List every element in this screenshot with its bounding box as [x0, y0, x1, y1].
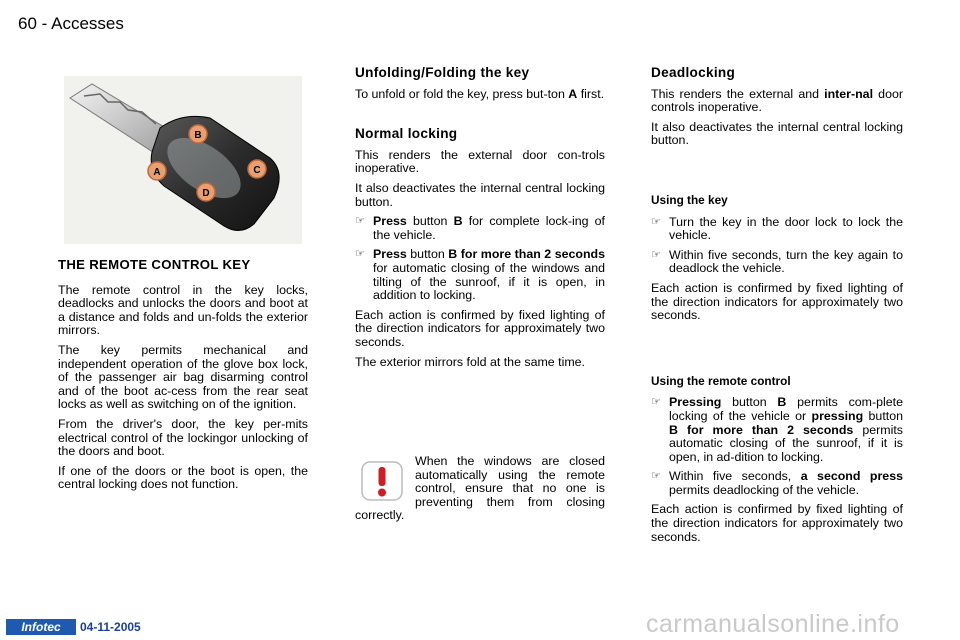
- pointing-hand-icon: ☞: [651, 215, 661, 228]
- normal-bullet-1: ☞ Press button B for complete lock-ing of the vehicle.: [355, 214, 605, 242]
- remote-paragraph: Each action is confirmed by fixed lighting of the direction indicators for approximately two seconds.: [651, 502, 903, 544]
- footer-date: 04-11-2005: [80, 620, 141, 634]
- remote-bullet-1: ☞ Pressing button B permits com-plete locking of the vehicle or pressing button B for more than 2 seconds permits automatic closing of the sunroof, if it is open, in ad-dition to locking.: [651, 395, 903, 464]
- normal-paragraph-1: This renders the external door con-trols inoperative.: [355, 147, 605, 176]
- normal-paragraph-4: The exterior mirrors fold at the same time.: [355, 354, 585, 369]
- pointing-hand-icon: ☞: [651, 470, 661, 483]
- key-paragraph: Each action is confirmed by fixed lighting of the direction indicators for approximately two seconds.: [651, 280, 903, 323]
- deadlocking-paragraph-2: It also deactivates the internal central locking button.: [651, 119, 903, 148]
- key-bullet-2: ☞ Within five seconds, turn the key again to deadlock the vehicle.: [651, 247, 903, 276]
- right-column: [651, 66, 903, 550]
- left-paragraph-4: If one of the doors or the boot is open, the central locking does not function.: [58, 463, 308, 492]
- remote-key-title: THE REMOTE CONTROL KEY: [58, 257, 251, 272]
- left-paragraph-2: The key permits mechanical and independent operation of the glove box lock, of the passenger air bag disarming control and of the boot ac-cess from the rear seat locks as well as switching on of the ignition.: [58, 342, 308, 412]
- normal-locking-title: Normal locking: [355, 126, 458, 142]
- infotec-logo: Infotec: [6, 619, 76, 635]
- pointing-hand-icon: ☞: [651, 396, 661, 409]
- middle-column: [355, 66, 605, 375]
- pointing-hand-icon: ☞: [355, 248, 365, 261]
- normal-paragraph-3: Each action is confirmed by fixed lighting of the direction indicators for approximately two seconds.: [355, 307, 605, 349]
- deadlocking-paragraph-1: This renders the external and inter-nal door controls inoperative.: [651, 86, 903, 115]
- page-header: [18, 14, 124, 34]
- using-key-title: Using the key: [651, 192, 728, 207]
- pointing-hand-icon: ☞: [651, 248, 661, 261]
- warning-note: [355, 455, 605, 523]
- watermark: carmanualsonline.info: [646, 610, 900, 638]
- unfold-title: Unfolding/Folding the key: [355, 65, 530, 80]
- key-drawing: [64, 76, 302, 244]
- left-paragraph-1: The remote control in the key locks, deadlocks and unlocks the doors and boot at a distance and folds and un-folds the exterior mirrors.: [58, 282, 308, 338]
- section-title: Accesses: [51, 14, 124, 33]
- warning-exclamation-icon: [361, 461, 403, 501]
- key-label-d: D: [202, 188, 210, 199]
- remote-bullet-2: ☞ Within five seconds, a second press permits deadlocking of the vehicle.: [651, 469, 903, 497]
- unfold-paragraph: To unfold or fold the key, press but-ton A first.: [355, 86, 605, 101]
- normal-bullet-2: ☞ Press button B for more than 2 seconds for automatic closing of the windows and tilting of the sunroof, if it is open, in addition to locking.: [355, 247, 605, 303]
- left-column: [58, 258, 308, 498]
- pointing-hand-icon: ☞: [355, 215, 365, 228]
- key-label-c: C: [253, 165, 261, 176]
- normal-paragraph-2: It also deactivates the internal central locking button.: [355, 180, 605, 209]
- using-remote-title: Using the remote control: [651, 373, 791, 388]
- key-label-a: A: [153, 167, 161, 178]
- header-separator: -: [41, 14, 48, 33]
- remote-key-illustration: [64, 76, 302, 244]
- left-paragraph-3: From the driver's door, the key per-mits electrical control of the lockingor unlocking of the doors and boot.: [58, 416, 308, 459]
- page-number: 60: [18, 14, 37, 33]
- key-label-b: B: [194, 130, 202, 141]
- warning-text: When the windows are closed automatically using the remote control, ensure that no one is preventing them from closing correctly.: [355, 454, 605, 523]
- deadlocking-title: Deadlocking: [651, 65, 736, 80]
- key-bullet-1: ☞ Turn the key in the door lock to lock the vehicle.: [651, 214, 903, 243]
